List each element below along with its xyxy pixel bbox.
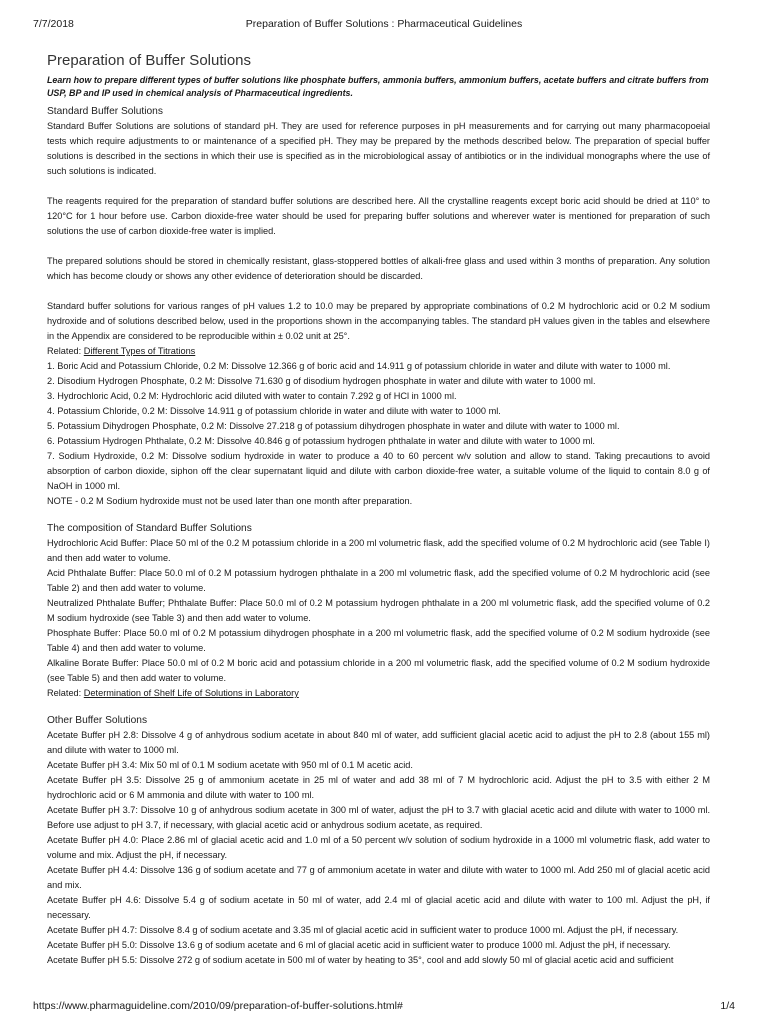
- print-footer: [33, 1000, 735, 1014]
- list-item: Acetate Buffer pH 5.5: Dissolve 272 g of sodium acetate in 500 ml of water by heating to 35°, cool and add slowly 50 ml of glacial acetic acid and sufficient: [47, 955, 674, 965]
- list-item: Acetate Buffer pH 3.7: Dissolve 10 g of anhydrous sodium acetate in 300 ml of water, adjust the pH to 3.7 with glacial acetic acid and dilute with water to 1000 ml. Before use adjust to pH 3.7, if necessary, with glacial acetic acid or anhydrous sodium acetate, as required.: [47, 805, 710, 830]
- paragraph: Standard Buffer Solutions are solutions of standard pH. They are used for reference purposes in pH measurements and for carrying out many pharmacopoeial tests which require adjustments to or maintenance of a specified pH. They may be prepared by the methods described below. The preparation of special buffer solutions is described in the sections in which their use is specified as in the microbiological assay of antibiotics or in the individual monographs where the use of such solutions is indicated.: [47, 121, 710, 176]
- list-item: 4. Potassium Chloride, 0.2 M: Dissolve 14.911 g of potassium chloride in water and dilute with water to 1000 ml.: [47, 406, 501, 416]
- page-title: Preparation of Buffer Solutions: [47, 52, 252, 69]
- paragraph: Standard buffer solutions for various ranges of pH values 1.2 to 10.0 may be prepared by appropriate combinations of 0.2 M hydrochloric acid or 0.2 M sodium hydroxide and of solutions described below, used in the proportions shown in the accompanying tables. The standard pH values given in the tables and elsewhere in the Appendix are considered to be reproducible within ± 0.02 unit at 25°.: [47, 301, 710, 341]
- list-item: 6. Potassium Hydrogen Phthalate, 0.2 M: Dissolve 40.846 g of potassium hydrogen phthalate in water and dilute with water to 1000 ml.: [47, 436, 595, 446]
- related-link-row: [47, 686, 710, 701]
- note: NOTE - 0.2 M Sodium hydroxide must not be used later than one month after preparation.: [47, 496, 413, 506]
- print-document-title: Preparation of Buffer Solutions : Pharmaceutical Guidelines: [245, 18, 523, 30]
- list-item: Acetate Buffer pH 4.7: Dissolve 8.4 g of sodium acetate and 3.35 ml of glacial acetic acid in sufficient water to produce 1000 ml. Adjust the pH, if necessary.: [47, 925, 679, 935]
- section-heading-composition: The composition of Standard Buffer Solutions: [47, 523, 252, 534]
- list-item: Acetate Buffer pH 3.4: Mix 50 ml of 0.1 M sodium acetate with 950 ml of 0.1 M acetic acid.: [47, 760, 413, 770]
- section-heading-other-buffers: Other Buffer Solutions: [47, 715, 148, 726]
- print-url: https://www.pharmaguideline.com/2010/09/preparation-of-buffer-solutions.html#: [33, 1000, 403, 1012]
- list-item: Acetate Buffer pH 5.0: Dissolve 13.6 g of sodium acetate and 6 ml of glacial acetic acid in sufficient water to produce 1000 ml. Adjust the pH, if necessary.: [47, 940, 671, 950]
- related-link-titrations[interactable]: Different Types of Titrations: [83, 346, 196, 356]
- section-heading-standard-buffers: Standard Buffer Solutions: [47, 106, 163, 117]
- list-item: Acetate Buffer pH 3.5: Dissolve 25 g of ammonium acetate in 25 ml of water and add 38 ml of 7 M hydrochloric acid. Adjust the pH to 3.5 with either 2 M hydrochloric acid or 6 M ammonia and dilute with water to 100 ml.: [47, 775, 710, 800]
- related-link-row: [47, 344, 710, 359]
- article-intro: Learn how to prepare different types of buffer solutions like phosphate buffers, ammonia buffers, ammonium buffers, acetate buffers and citrate buffers from USP, BP and IP used in chemical analysis of Pharmaceutical ingredients.: [47, 75, 709, 98]
- list-item: Acetate Buffer pH 2.8: Dissolve 4 g of anhydrous sodium acetate in about 840 ml of water, add sufficient glacial acetic acid to adjust the pH to 2.8 (about 155 ml) and dilute with water to 1000 ml.: [47, 730, 710, 755]
- related-link-shelf-life[interactable]: Determination of Shelf Life of Solutions in Laboratory: [83, 688, 299, 698]
- list-item: Alkaline Borate Buffer: Place 50.0 ml of 0.2 M boric acid and potassium chloride in a 200 ml volumetric flask, add the specified volume of 0.2 M sodium hydroxide (see Table 5) and then add water to volume.: [47, 658, 710, 683]
- related-prefix: Related:: [47, 346, 84, 356]
- page-number: 1/4: [720, 1000, 735, 1012]
- list-item: 2. Disodium Hydrogen Phosphate, 0.2 M: Dissolve 71.630 g of disodium hydrogen phosphate in water and dilute with water to 1000 ml.: [47, 376, 596, 386]
- print-date: 7/7/2018: [33, 18, 74, 30]
- list-item: Hydrochloric Acid Buffer: Place 50 ml of the 0.2 M potassium chloride in a 200 ml volumetric flask, add the specified volume of 0.2 M hydrochloric acid (see Table I) and then add water to volume.: [47, 538, 710, 563]
- related-prefix: Related:: [47, 688, 84, 698]
- list-item: Neutralized Phthalate Buffer; Phthalate Buffer: Place 50.0 ml of 0.2 M potassium hydrogen phthalate in a 200 ml volumetric flask, add the specified volume of 0.2 M sodium hydroxide (see Table 3) and then add water to volume.: [47, 598, 710, 623]
- paragraph: The reagents required for the preparation of standard buffer solutions are described here. All the crystalline reagents except boric acid should be dried at 110° to 120°C for 1 hour before use. Carbon dioxide-free water should be used for preparing buffer solutions and wherever water is mentioned for preparation of such solutions the use of carbon dioxide-free water is implied.: [47, 196, 710, 236]
- list-item: Phosphate Buffer: Place 50.0 ml of 0.2 M potassium dihydrogen phosphate in a 200 ml volumetric flask, add the specified volume of 0.2 M sodium hydroxide (see Table 4) and then add water to volume.: [47, 628, 710, 653]
- paragraph: The prepared solutions should be stored in chemically resistant, glass-stoppered bottles of alkali-free glass and used within 3 months of preparation. Any solution which has become cloudy or shows any other evidence of deterioration should be discarded.: [47, 256, 710, 281]
- list-item: 3. Hydrochloric Acid, 0.2 M: Hydrochloric acid diluted with water to contain 7.292 g of HCl in 1000 ml.: [47, 391, 457, 401]
- list-item: 1. Boric Acid and Potassium Chloride, 0.2 M: Dissolve 12.366 g of boric acid and 14.911 g of potassium chloride in water and dilute with water to 1000 ml.: [47, 361, 671, 371]
- list-item: Acid Phthalate Buffer: Place 50.0 ml of 0.2 M potassium hydrogen phthalate in a 200 ml volumetric flask, add the specified volume of 0.2 M hydrochloric acid (see Table 2) and then add water to volume.: [47, 568, 710, 593]
- list-item: 7. Sodium Hydroxide, 0.2 M: Dissolve sodium hydroxide in water to produce a 40 to 60 percent w/v solution and allow to stand. Taking precautions to avoid absorption of carbon dioxide, siphon off the clear supernatant liquid and dilute with carbon dioxide-free water, a suitable volume of the liquid to contain 8.0 g of NaOH in 1000 ml.: [47, 451, 710, 491]
- list-item: Acetate Buffer pH 4.0: Place 2.86 ml of glacial acetic acid and 1.0 ml of a 50 percent w/v solution of sodium hydroxide in a 1000 ml volumetric flask, add water to volume and mix. Adjust the pH, if necessary.: [47, 835, 710, 860]
- list-item: 5. Potassium Dihydrogen Phosphate, 0.2 M: Dissolve 27.218 g of potassium dihydrogen phosphate in water and dilute with water to 1000 ml.: [47, 421, 620, 431]
- print-header: [33, 18, 735, 32]
- list-item: Acetate Buffer pH 4.4: Dissolve 136 g of sodium acetate and 77 g of ammonium acetate in water and dilute with water to 1000 ml. Add 250 ml of glacial acetic acid and mix.: [47, 865, 710, 890]
- article-content: [47, 51, 710, 968]
- list-item: Acetate Buffer pH 4.6: Dissolve 5.4 g of sodium acetate in 50 ml of water, add 2.4 ml of glacial acetic acid and dilute with water to 100 ml. Adjust the pH, if necessary.: [47, 895, 710, 920]
